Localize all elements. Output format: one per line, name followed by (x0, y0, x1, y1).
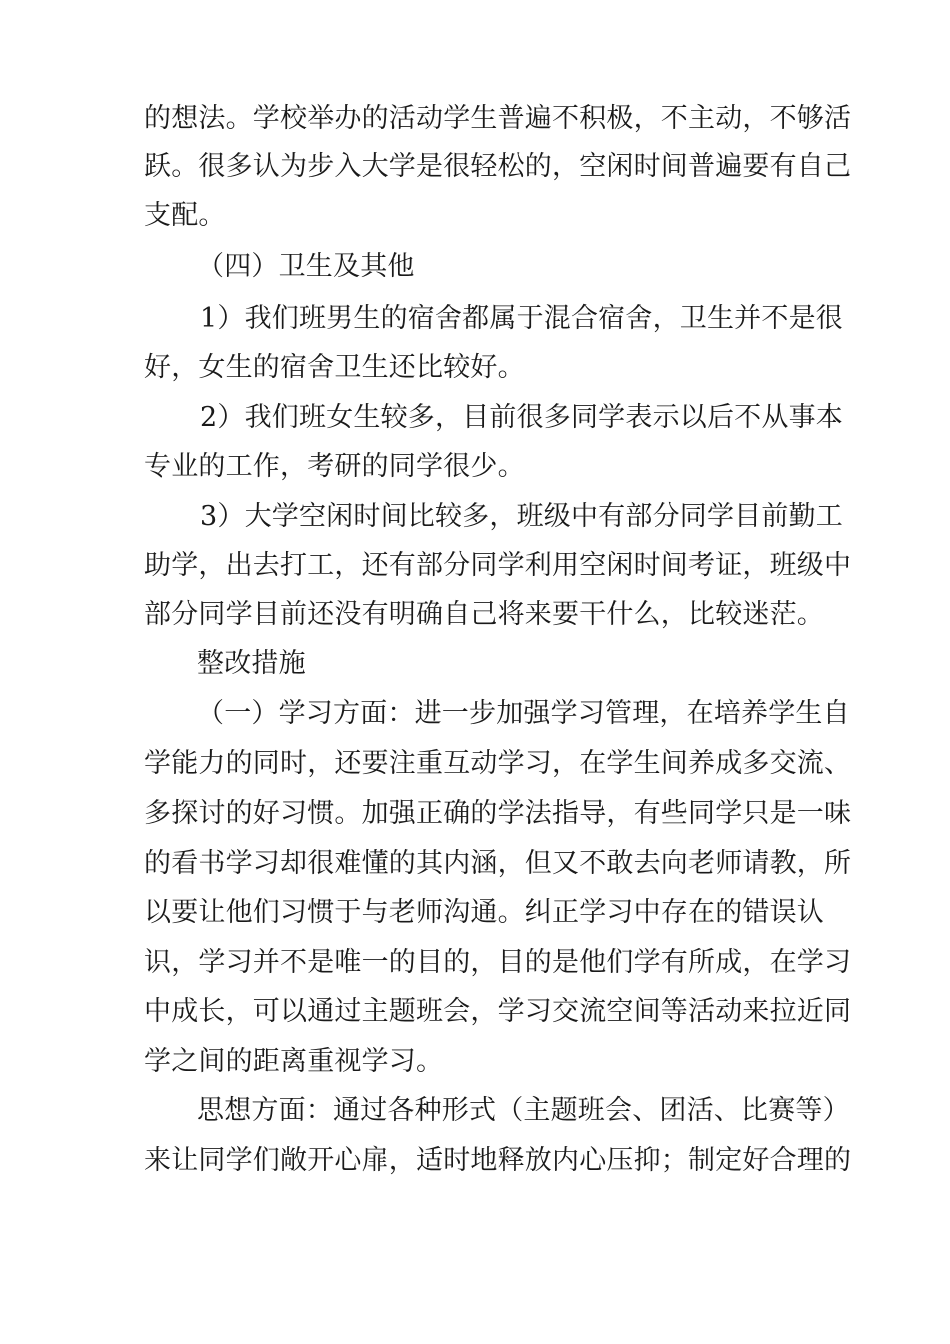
text-line: 多探讨的好习惯。加强正确的学法指导，有些同学只是一味 (144, 798, 852, 829)
section-heading: （四）卫生及其他 (197, 251, 415, 282)
text-line: 3）大学空闲时间比较多，班级中有部分同学目前勤工 (200, 501, 843, 532)
text-line: 的看书学习却很难懂的其内涵，但又不敢去向老师请教，所 (144, 848, 852, 879)
text-line: 学之间的距离重视学习。 (144, 1046, 444, 1077)
text-line: 识，学习并不是唯一的目的，目的是他们学有所成，在学习 (144, 947, 852, 978)
text-line: 2）我们班女生较多，目前很多同学表示以后不从事本 (200, 402, 843, 433)
text-line: 1）我们班男生的宿舍都属于混合宿舍，卫生并不是很 (200, 303, 843, 334)
text-line: 的想法。学校举办的活动学生普遍不积极，不主动，不够活 (144, 103, 852, 134)
text-line: （一）学习方面：进一步加强学习管理，在培养学生自 (197, 698, 850, 729)
text-line: 支配。 (144, 200, 226, 231)
text-line: 来让同学们敞开心扉，适时地释放内心压抑；制定好合理的 (144, 1145, 852, 1176)
text-line: 学能力的同时，还要注重互动学习，在学生间养成多交流、 (144, 748, 852, 779)
text-line: 中成长，可以通过主题班会，学习交流空间等活动来拉近同 (144, 996, 852, 1027)
text-line: 以要让他们习惯于与老师沟通。纠正学习中存在的错误认 (144, 897, 824, 928)
text-line: 好，女生的宿舍卫生还比较好。 (144, 352, 525, 383)
text-line: 跃。很多认为步入大学是很轻松的，空闲时间普遍要有自己 (144, 151, 852, 182)
text-line: 专业的工作，考研的同学很少。 (144, 451, 525, 482)
text-line: 助学，出去打工，还有部分同学利用空闲时间考证，班级中 (144, 550, 852, 581)
text-line: 部分同学目前还没有明确自己将来要干什么，比较迷茫。 (144, 599, 824, 630)
section-heading: 整改措施 (197, 648, 306, 679)
text-line: 思想方面：通过各种形式（主题班会、团活、比赛等） (197, 1095, 850, 1126)
